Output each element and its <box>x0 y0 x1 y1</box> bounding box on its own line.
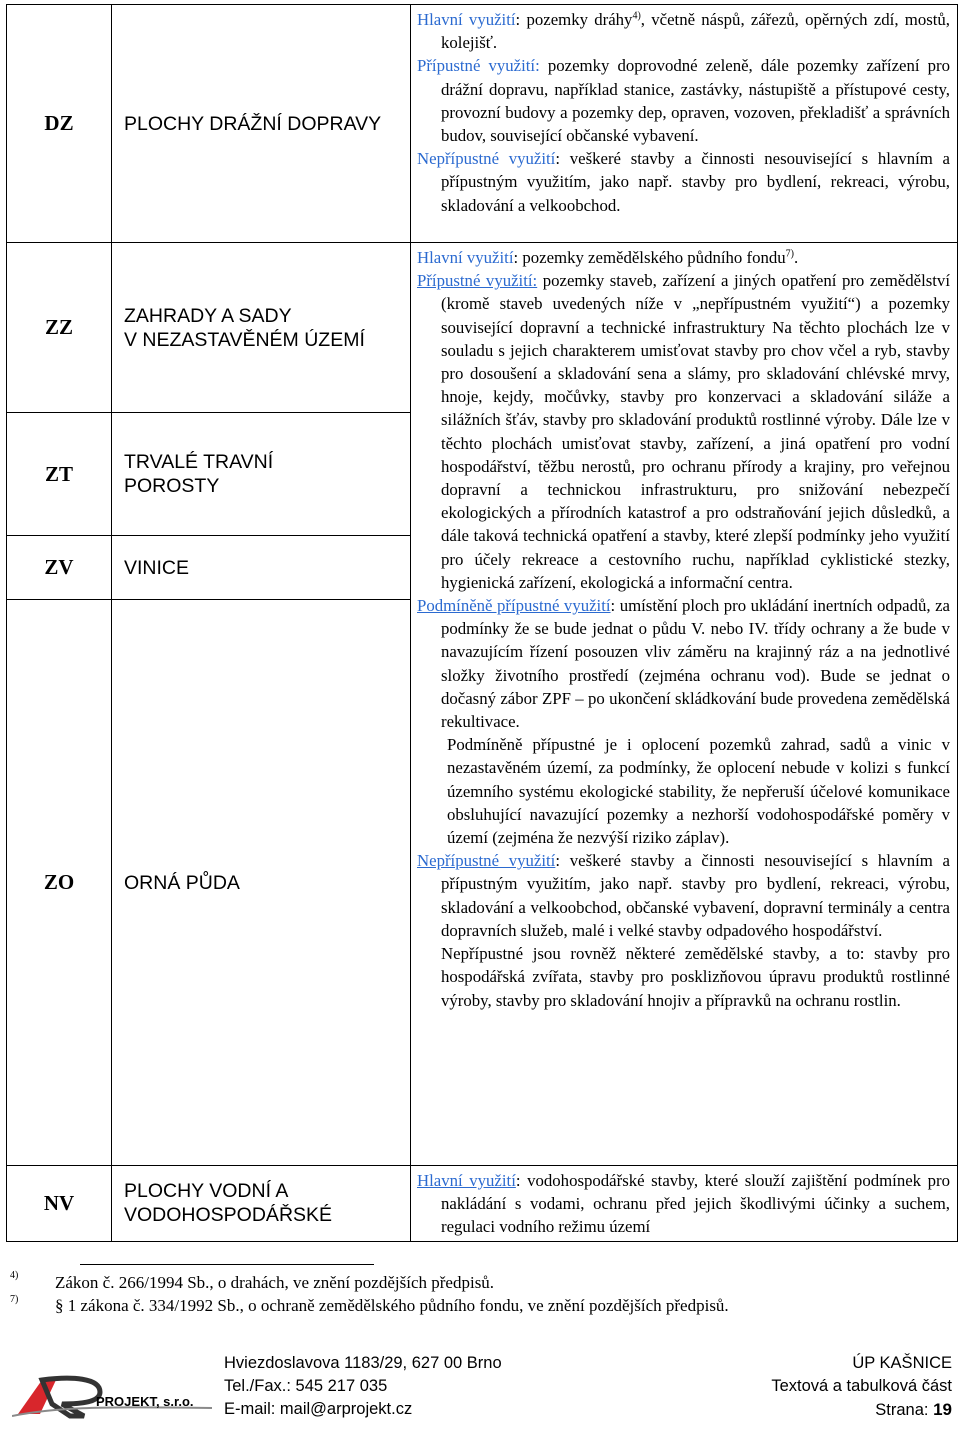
label-main-use: Hlavní využití <box>417 10 516 29</box>
paragraph-forbidden-agri: Nepřípustné jsou rovněž některé zemědělské stavby, a to: stavby pro hospodářská zvířata, stavby pro posklizňovou úpravu produktů rostlinné výroby, stavby pro skladování hnojiv a přípravků na ochranu rostlin. <box>441 944 950 1010</box>
paragraph-main-use: Hlavní využití: pozemky zemědělského půdního fondu$^{7)}$. <box>417 248 799 267</box>
area-name: PLOCHY DRÁŽNÍ DOPRAVY <box>124 112 382 135</box>
label-forbidden-use: Nepřípustné využití <box>417 149 556 169</box>
project-name: ÚP KAŠNICE <box>852 1354 952 1372</box>
code-cell: ZT <box>7 413 112 536</box>
table-row <box>7 5 958 243</box>
footer-contact <box>224 1352 502 1421</box>
name-cell: ZAHRADY A SADY V NEZASTAVĚNÉM ÚZEMÍ <box>112 243 411 413</box>
code-cell: NV <box>7 1166 112 1242</box>
paragraph-permitted-use: Přípustné využití: pozemky staveb, zařízení a jiných opatření pro zemědělství (kromě staveb uvedených níže v „nepřípustném využití“) a pozemky související dopravní a technické infrastruktury Na těchto plochách lze v souladu s jejich charakterem umisťovat stavby pro chov včel a ryb, stavby pro dosoušení a skladování sena a slámy, pro skladování chlévské mrvy, hnoje, kejdy, močůvky, stavby pro konzervaci a skladování siláže a silážních šťáv, stavby pro skladování produktů rostlinné výroby. Dále lze v těchto plochách umisťovat stavby, zařízení, a jiná opatření pro vodní hospodářství, těžbu nerostů, pro ochranu přírody a krajiny, pro veřejnou dopravní a technickou infrastrukturu, pro snižování nebezpečí ekologických a přírodních katastrof a pro odstraňování jejich důsledků, a dále taková technická opatření a stavby, které zlepší podmínky jeho využití pro účely rekreace a cestovního ruchu, například cyklistické stezky, hygienická zařízení, ekologická a informační centra. <box>417 271 950 592</box>
name-cell: TRVALÉ TRAVNÍ POROSTY <box>112 413 411 536</box>
land-use-table <box>6 4 958 1242</box>
paragraph-permitted-use: Přípustné využití: pozemky doprovodné zeleně, dále pozemky zařízení pro drážní dopravu, například stanice, zastávky, nástupiště a přístupové cesty, provozní budovy a pozemky dep, opraven, vozoven, překladišť a správních budov, související občanské vybavení. <box>417 56 950 146</box>
name-cell: ORNÁ PŮDA <box>112 600 411 1166</box>
paragraph-main-use: Hlavní využití: pozemky dráhy$^{4)}$, včetně náspů, zářezů, opěrných zdí, mostů, kolejišť. <box>417 10 950 53</box>
code-cell: DZ <box>7 5 112 243</box>
footer-address: Hviezdoslavova 1183/29, 627 00 Brno <box>224 1354 502 1372</box>
name-cell <box>112 5 411 243</box>
document-part: Textová a tabulková část <box>771 1377 952 1395</box>
name-cell: PLOCHY VODNÍ A VODOHOSPODÁŘSKÉ <box>112 1166 411 1242</box>
footer-phone: Tel./Fax.: 545 217 035 <box>224 1377 388 1395</box>
name-cell: VINICE <box>112 536 411 600</box>
code-cell: ZO <box>7 600 112 1166</box>
footnote-mark: 7) <box>10 1294 19 1305</box>
code-cell: ZV <box>7 536 112 600</box>
paragraph-conditional-fencing: Podmíněně přípustné je i oplocení pozemků zahrad, sadů a vinic v nezastavěném území, za podmínky, že oplocení nebude v kolizi s funkcí územního systému ekologické stability, že nepřeruší účelové komunikace obsluhující navazující pozemky a nezhorší vodohospodářské poměry v území (zejména že nezvýší riziko záplav). <box>447 735 950 848</box>
footer-project <box>771 1352 952 1422</box>
footnote: Zákon č. 266/1994 Sb., o drahách, ve znění pozdějších předpisů. <box>55 1273 495 1292</box>
description-cell <box>411 1166 958 1242</box>
paragraph-conditional-use: Podmíněně přípustné využití: umístění ploch pro ukládání inertních odpadů, za podmínky že se bude jednat o půdu V. nebo IV. třídy ochrany a že bude v navazujícím řízení posouzen vliv záměru na krajinný ráz a na jednotlivé složky životního prostředí (zejména ochranu vod). Bude se jednat o dočasný zábor ZPF – po ukončení skládkování bude provedena zemědělská rekultivace. <box>417 596 950 732</box>
description-cell <box>411 5 958 243</box>
footnote-separator <box>80 1264 374 1265</box>
table-row <box>7 243 958 413</box>
footer-email: E-mail: mail@arprojekt.cz <box>224 1400 413 1418</box>
label-permitted-use: Přípustné využití: <box>417 56 540 76</box>
footnote-mark: 4) <box>10 1270 19 1281</box>
table-row <box>7 1166 958 1242</box>
logo-text: PROJEKT, s.r.o. <box>96 1394 194 1409</box>
paragraph-forbidden-use: Nepřípustné využití: veškeré stavby a činnosti nesouvisející s hlavním a přípustným využitím, jako např. stavby pro bydlení, rekreaci, výrobu, skladování a velkoobchod. <box>417 149 951 215</box>
footnote: § 1 zákona č. 334/1992 Sb., o ochraně zemědělského půdního fondu, ve znění pozdějších předpisů. <box>55 1296 729 1315</box>
code-cell: ZZ <box>7 243 112 413</box>
description-cell-zpf <box>411 243 958 1166</box>
paragraph-main-use: Hlavní využití: vodohospodářské stavby, které slouží zajištění podmínek pro nakládání s vodami, ochranu před jejich škodlivými účinky a suchem, regulaci vodního režimu území <box>417 1171 950 1237</box>
page-number: Strana: 19 <box>875 1400 952 1419</box>
paragraph-forbidden-use: Nepřípustné využití: veškeré stavby a činnosti nesouvisející s hlavním a přípustným využitím, jako např. stavby pro bydlení, rekreaci, výrobu, skladování a velkoobchod, občanské vybavení, dopravní terminály a centra dopravních služeb, malé i velké stavby odpadového hospodářství. <box>417 851 951 940</box>
